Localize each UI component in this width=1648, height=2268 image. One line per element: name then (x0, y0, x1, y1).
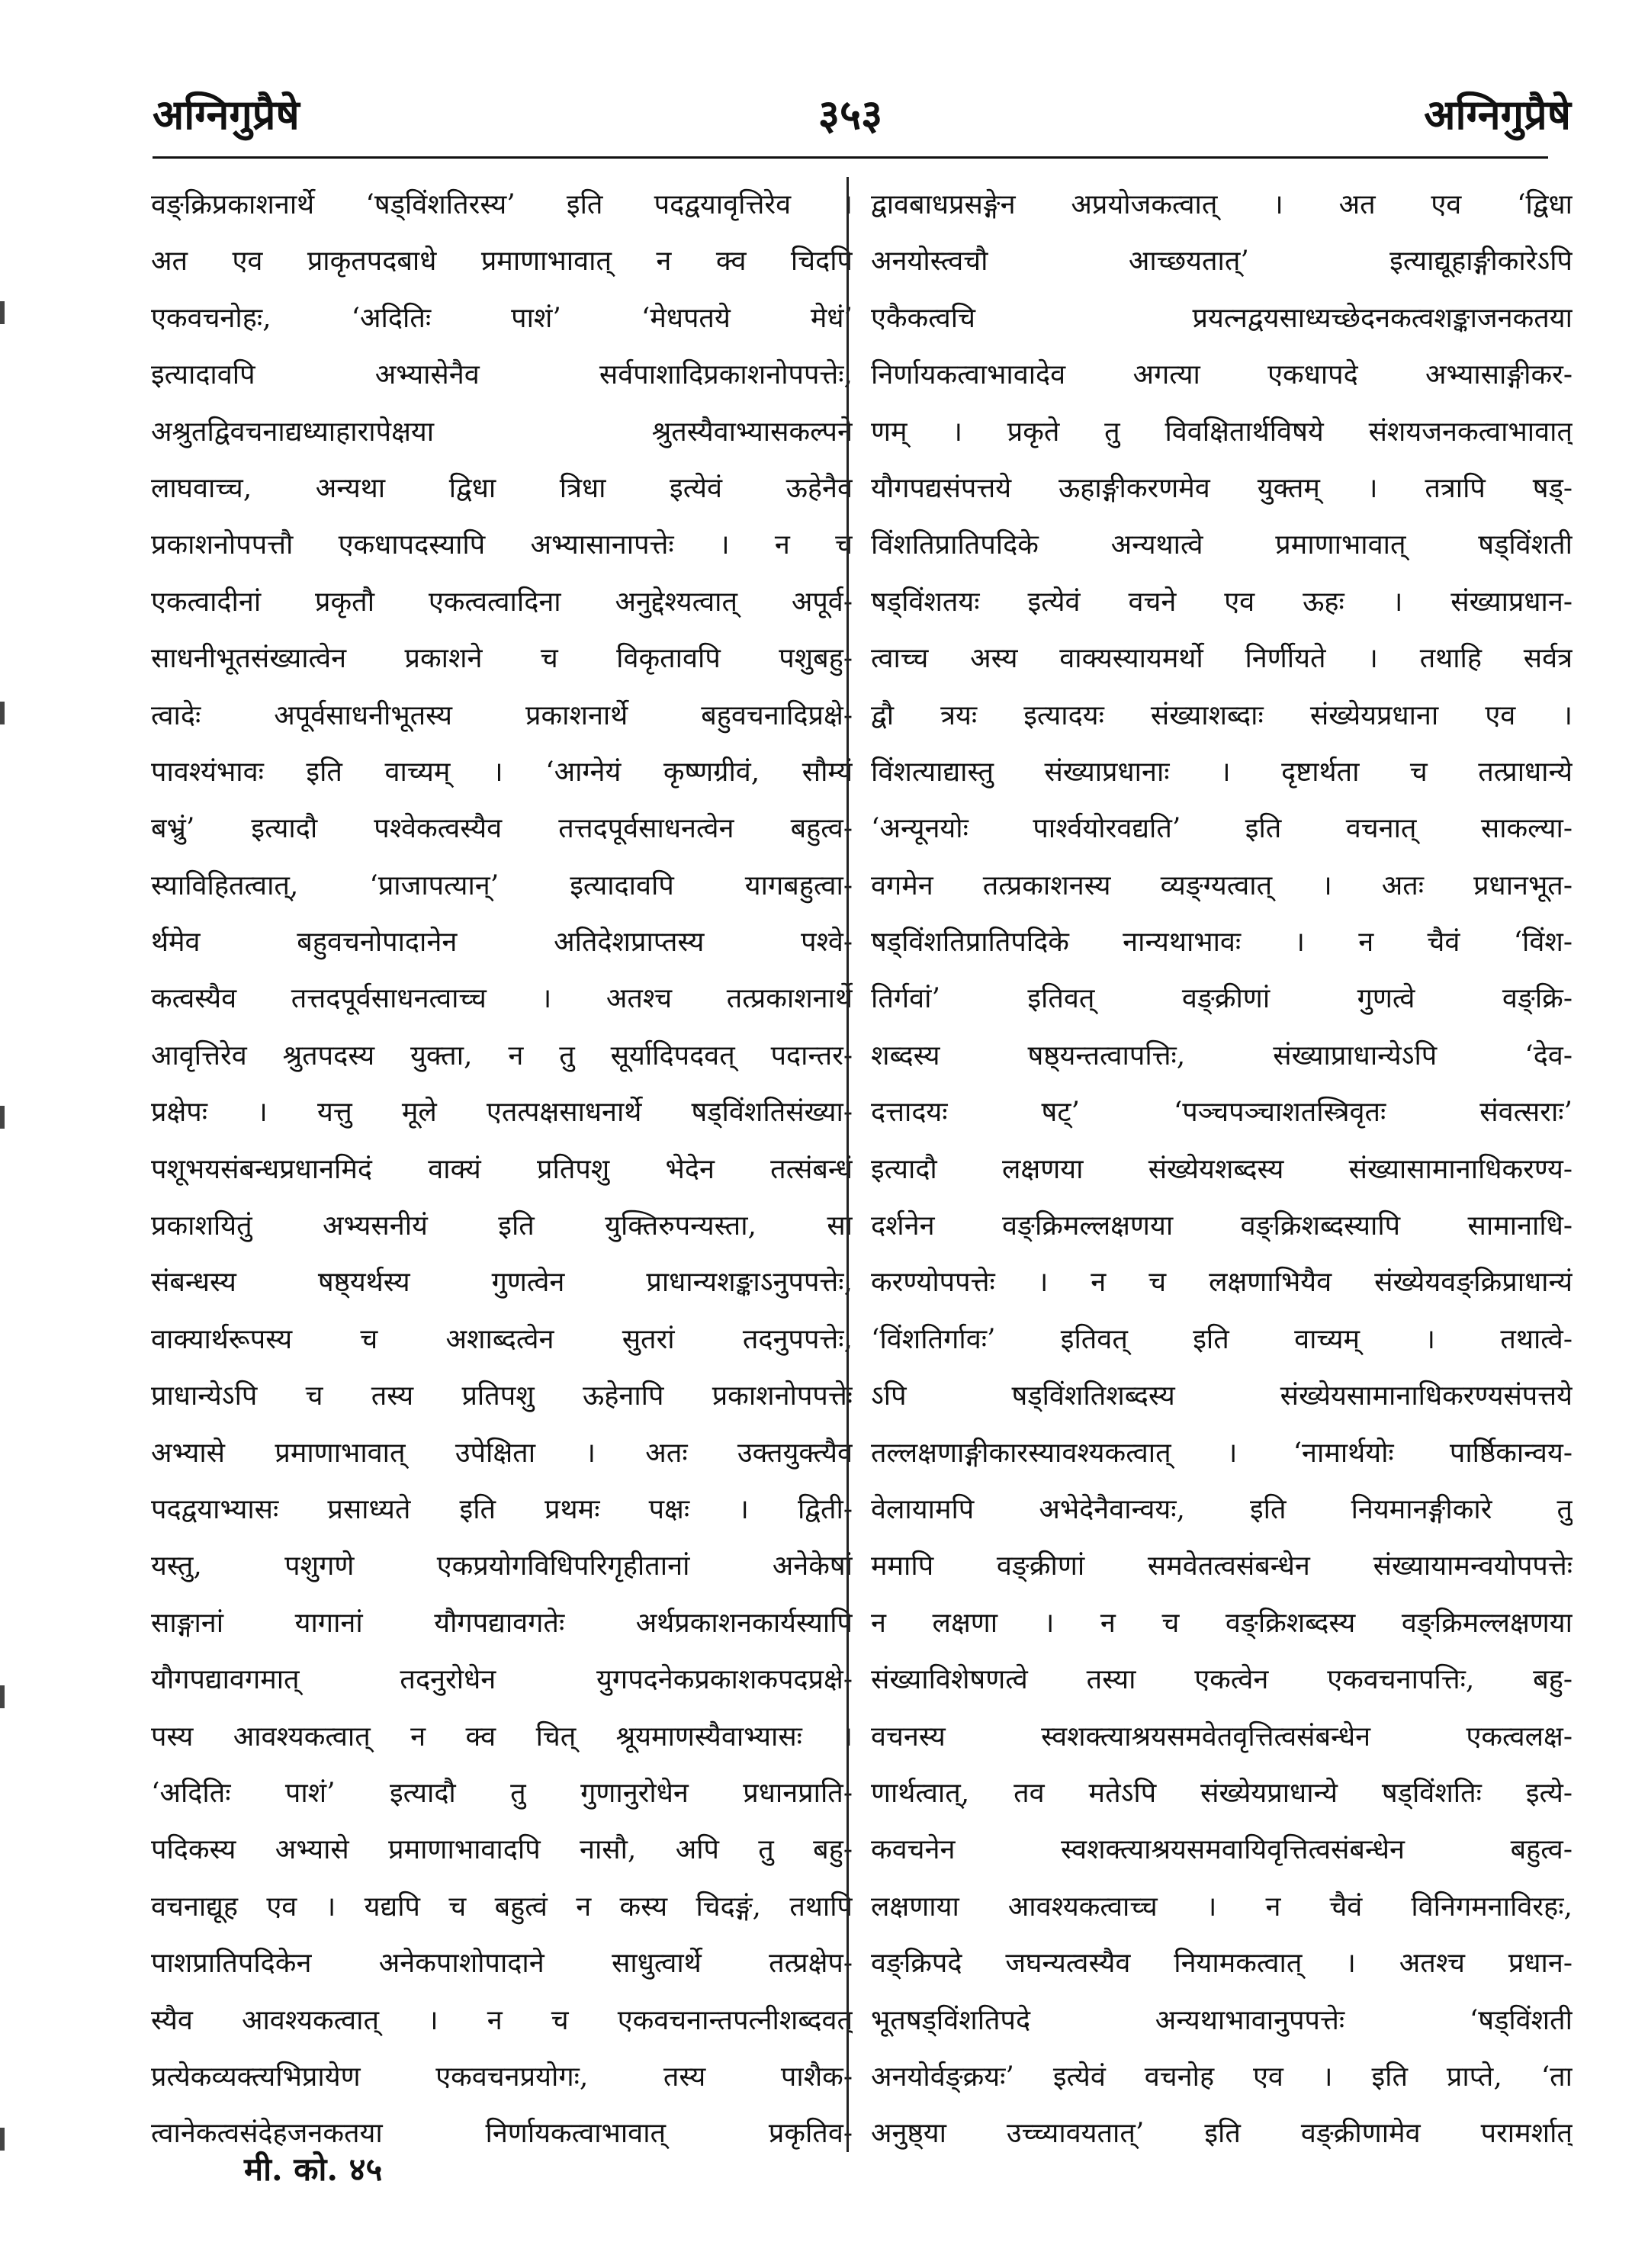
text-line: ममापि वङ्क्रीणां समवेतत्वसंबन्धेन संख्यायामन्वयोपपत्तेः (871, 1550, 1573, 1582)
text-line: अत एव प्राकृतपदबाधे प्रमाणाभावात् न क्व चिदपि (151, 246, 853, 278)
text-line: णम् । प्रकृते तु विवक्षितार्थविषये संशयजनकत्वाभावात् (871, 416, 1573, 448)
text-line: अभ्यासे प्रमाणाभावात् उपेक्षिता । अतः उक्तयुक्त्यैव (151, 1437, 853, 1469)
text-line: ‘विंशतिर्गावः’ इतिवत् इति वाच्यम् । तथात्वे- (871, 1323, 1573, 1355)
text-line: त्वाच्च अस्य वाक्यस्यायमर्थो निर्णीयते । तथाहि सर्वत्र (871, 643, 1573, 675)
text-line: पशूभयसंबन्धप्रधानमिदं वाक्यं प्रतिपशु भेदेन तत्संबन्धं (151, 1153, 853, 1185)
text-line: अनुष्ठ्या उच्च्यावयतात्’ इति वङ्क्रीणामेव परामर्शात् (871, 2118, 1573, 2150)
text-line: दर्शनेन वङ्क्रिमल्लक्षणया वङ्क्रिशब्दस्यापि सामानाधि- (871, 1210, 1573, 1242)
text-line: वेलायामपि अभेदेनैवान्वयः, इति नियमानङ्गीकारे तु (871, 1493, 1573, 1525)
text-line: कवचनेन स्वशक्त्याश्रयसमवायिवृत्तित्वसंबन्धेन बहुत्व- (871, 1834, 1573, 1866)
left-text-column (151, 177, 853, 2163)
scan-edge-marks (0, 0, 9, 2268)
text-line: ऽपि षड्विंशतिशब्दस्य संख्येयसामानाधिकरण्यसंपत्तये (871, 1380, 1573, 1412)
text-line: एकवचनोहः, ‘अदितिः पाशं’ ‘मेधपतये मेधं’ (151, 302, 853, 334)
text-line: एकैकत्वचि प्रयत्नद्वयसाध्यच्छेदनकत्वशङ्काजनकतया (871, 302, 1573, 334)
text-line: शब्दस्य षष्ठ्यन्तत्वापत्तिः, संख्याप्राधान्येऽपि ‘देव- (871, 1039, 1573, 1071)
text-line: ‘अदितिः पाशं’ इत्यादौ तु गुणानुरोधेन प्रधानप्राति- (151, 1777, 853, 1809)
text-line: वाक्यार्थरूपस्य च अशाब्दत्वेन सुतरां तदनुपपत्तेः, (151, 1323, 853, 1355)
text-line: वङ्क्रिपदे जघन्यत्वस्यैव नियामकत्वात् । अतश्च प्रधान- (871, 1948, 1573, 1980)
page-header (114, 72, 1586, 156)
text-line: बभ्रुं’ इत्यादौ पश्वेकत्वस्यैव तत्तदपूर्वसाधनत्वेन बहुत्व- (151, 813, 853, 845)
text-line: प्रत्येकव्यक्त्यभिप्रायेण एकवचनप्रयोगः, तस्य पाशैक- (151, 2061, 853, 2093)
text-line: अनयोस्त्वचौ आच्छयतात्’ इत्याद्यूहाङ्गीकारेऽपि (871, 246, 1573, 278)
text-line: एकत्वादीनां प्रकृतौ एकत्वत्वादिना अनुद्देश्यत्वात् अपूर्व- (151, 586, 853, 618)
text-line: विंशतिप्रातिपदिके अन्यथात्वे प्रमाणाभावात् षड्विंशती (871, 529, 1573, 561)
text-line: वचनाद्यूह एव । यद्यपि च बहुत्वं न कस्य चिदङ्गं, तथापि (151, 1891, 853, 1923)
text-line: वगमेन तत्प्रकाशनस्य व्यङ्ग्यत्वात् । अतः प्रधानभूत- (871, 869, 1573, 901)
text-line: साङ्गानां यागानां यौगपद्यावगतेः अर्थप्रकाशनकार्यस्यापि (151, 1607, 853, 1639)
text-line: यौगपद्यसंपत्तये ऊहाङ्गीकरणमेव युक्तम् । तत्रापि षड्- (871, 472, 1573, 504)
column-divider (846, 177, 849, 2152)
text-line: पस्य आवश्यकत्वात् न क्व चित् श्रूयमाणस्यैवाभ्यासः । (151, 1720, 853, 1752)
text-line: कत्वस्यैव तत्तदपूर्वसाधनत्वाच्च । अतश्च तत्प्रकाशनार्थे (151, 983, 853, 1015)
text-line: यस्तु, पशुगणे एकप्रयोगविधिपरिगृहीतानां अनेकेषां (151, 1550, 853, 1582)
text-line: इत्यादौ लक्षणया संख्येयशब्दस्य संख्यासामानाधिकरण्य- (871, 1153, 1573, 1185)
text-line: इत्यादावपि अभ्यासेनैव सर्वपाशादिप्रकाशनोपपत्तेः, (151, 359, 853, 391)
text-line: षड्विंशतयः इत्येवं वचने एव ऊहः । संख्याप्रधान- (871, 586, 1573, 618)
running-head-left: अग्निगुप्रैषे (153, 90, 300, 139)
text-line: अश्रुतद्विवचनाद्यध्याहारापेक्षया श्रुतस्यैवाभ्यासकल्पने (151, 416, 853, 448)
text-line: षड्विंशतिप्रातिपदिके नान्यथाभावः । न चैवं ‘विंश- (871, 927, 1573, 959)
text-line: पावश्यंभावः इति वाच्यम् । ‘आग्नेयं कृष्णग्रीवं, सौम्यं (151, 756, 853, 788)
text-line: पदिकस्य अभ्यासे प्रमाणाभावादपि नासौ, अपि तु बहु- (151, 1834, 853, 1866)
text-line: भूतषड्विंशतिपदे अन्यथाभावानुपपत्तेः ‘षड्विंशती (871, 2004, 1573, 2036)
text-line: प्रकाशयितुं अभ्यसनीयं इति युक्तिरुपन्यस्ता, सा (151, 1210, 853, 1242)
running-head-right: अग्निगुप्रैषे (1424, 90, 1571, 139)
text-line: र्थमेव बहुवचनोपादानेन अतिदेशप्राप्तस्य पश्वे- (151, 927, 853, 959)
text-line: पाशप्रातिपदिकेन अनेकपाशोपादाने साधुत्वार्थे तत्प्रक्षेप- (151, 1948, 853, 1980)
right-text-column (871, 177, 1573, 2163)
text-line: ‘अन्यूनयोः पार्श्वयोरवद्यति’ इति वचनात् साकल्या- (871, 813, 1573, 845)
text-line: वचनस्य स्वशक्त्याश्रयसमवेतवृत्तित्वसंबन्धेन एकत्वलक्ष- (871, 1720, 1573, 1752)
text-line: तल्लक्षणाङ्गीकारस्यावश्यकत्वात् । ‘नामार्थयोः पार्ष्ठिकान्वय- (871, 1437, 1573, 1469)
text-line: त्वानेकत्वसंदेहजनकतया निर्णायकत्वाभावात् प्रकृतिव- (151, 2118, 853, 2150)
text-line: तिर्गवां’ इतिवत् वङ्क्रीणां गुणत्वे वङ्क्रि- (871, 983, 1573, 1015)
signature-mark: मी. को. ४५ (244, 2151, 383, 2188)
text-line: साधनीभूतसंख्यात्वेन प्रकाशने च विकृतावपि पशुबहु- (151, 643, 853, 675)
text-line: यौगपद्यावगमात् तदनुरोधेन युगपदनेकप्रकाशकपदप्रक्षे- (151, 1664, 853, 1696)
text-line: स्यैव आवश्यकत्वात् । न च एकवचनान्तपत्नीशब्दवत् (151, 2004, 853, 2036)
text-line: न लक्षणा । न च वङ्क्रिशब्दस्य वङ्क्रिमल्लक्षणया (871, 1607, 1573, 1639)
text-line: पदद्वयाभ्यासः प्रसाध्यते इति प्रथमः पक्षः । द्विती- (151, 1493, 853, 1525)
text-line: प्रक्षेपः । यत्तु मूले एतत्पक्षसाधनार्थे षड्विंशतिसंख्या- (151, 1097, 853, 1129)
text-line: प्राधान्येऽपि च तस्य प्रतिपशु ऊहेनापि प्रकाशनोपपत्तेः (151, 1380, 853, 1412)
text-line: संख्याविशेषणत्वे तस्या एकत्वेन एकवचनापत्तिः, बहु- (871, 1664, 1573, 1696)
text-line: प्रकाशनोपपत्तौ एकधापदस्यापि अभ्यासानापत्तेः । न च (151, 529, 853, 561)
text-line: द्वावबाधप्रसङ्गेन अप्रयोजकत्वात् । अत एव ‘द्विधा (871, 189, 1573, 220)
header-rule (153, 156, 1548, 159)
text-line: करण्योपपत्तेः । न च लक्षणाभियैव संख्येयवङ्क्रिप्राधान्यं (871, 1267, 1573, 1299)
text-line: त्वादेः अपूर्वसाधनीभूतस्य प्रकाशनार्थे बहुवचनादिप्रक्षे- (151, 699, 853, 731)
text-line: द्वौ त्रयः इत्यादयः संख्याशब्दाः संख्येयप्रधाना एव । (871, 699, 1573, 731)
text-line: वङ्क्रिप्रकाशनार्थे ‘षड्विंशतिरस्य’ इति पदद्वयावृत्तिरेव । (151, 189, 853, 220)
text-line: आवृत्तिरेव श्रुतपदस्य युक्ता, न तु सूर्यादिपदवत् पदान्तर- (151, 1039, 853, 1071)
text-line: स्याविहितत्वात्, ‘प्राजापत्यान्’ इत्यादावपि यागबहुत्वा- (151, 869, 853, 901)
text-line: लक्षणाया आवश्यकत्वाच्च । न चैवं विनिगमनाविरहः, (871, 1891, 1573, 1923)
text-line: णार्थत्वात्, तव मतेऽपि संख्येयप्राधान्ये षड्विंशतिः इत्ये- (871, 1777, 1573, 1809)
text-line: दत्तादयः षट्’ ‘पञ्चपञ्चाशतस्त्रिवृतः संवत्सराः’ (871, 1097, 1573, 1129)
text-line: संबन्धस्य षष्ठ्यर्थस्य गुणत्वेन प्राधान्यशङ्काऽनुपपत्तेः, (151, 1267, 853, 1299)
page-number: ३५३ (818, 90, 883, 139)
text-line: विंशत्याद्यास्तु संख्याप्रधानाः । दृष्टार्थता च तत्प्राधान्ये (871, 756, 1573, 788)
text-line: अनयोर्वङ्क्रयः’ इत्येवं वचनोह एव । इति प्राप्ते, ‘ता (871, 2061, 1573, 2093)
text-line: लाघवाच्च, अन्यथा द्विधा त्रिधा इत्येवं ऊहेनैव (151, 472, 853, 504)
text-line: निर्णायकत्वाभावादेव अगत्या एकधापदे अभ्यासाङ्गीकर- (871, 359, 1573, 391)
